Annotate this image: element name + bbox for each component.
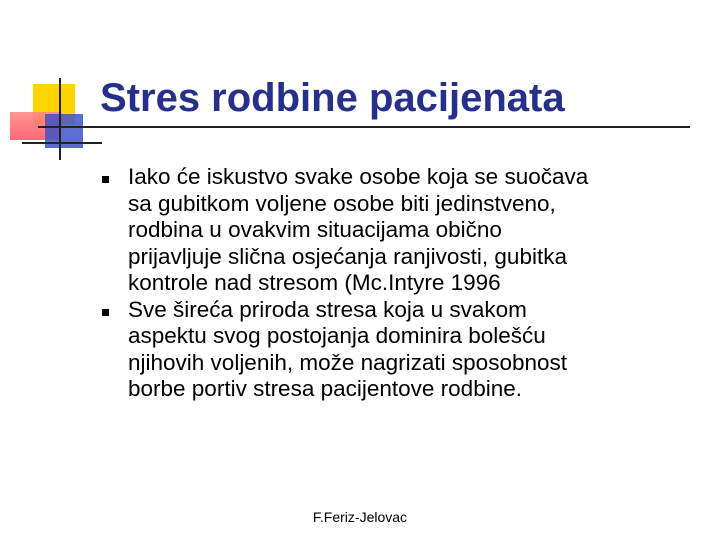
square-bullet-icon: [102, 309, 109, 316]
footer-author: F.Feriz-Jelovac: [312, 509, 408, 525]
bullet-line: Sve šireća priroda stresa koja u svakom: [128, 296, 527, 322]
bullet-item-1: [100, 164, 700, 297]
bullet-line: sa gubitkom voljene osobe biti jedinstveno,: [128, 190, 556, 216]
title-underline: [38, 126, 690, 128]
bullet-line: Iako će iskustvo svake osobe koja se suočava: [128, 164, 589, 189]
bullet-item-2: [100, 297, 700, 403]
decorative-horizontal-line: [22, 142, 102, 144]
bullet-list: [100, 164, 700, 403]
bullet-line: njihovih voljenih, može nagrizati sposobnost: [128, 349, 568, 375]
bullet-line: borbe portiv stresa pacijentove rodbine.: [128, 376, 522, 401]
decorative-vertical-line: [59, 78, 61, 160]
bullet-line: kontrole nad stresom (Mc.Intyre 1996: [128, 270, 501, 295]
slide-title: Stres rodbine pacijenata: [100, 76, 565, 120]
bullet-line: aspektu svog postojanja dominira bolešću: [128, 323, 546, 348]
bullet-line: prijavljuje slična osjećanja ranjivosti, gubitka: [128, 243, 567, 269]
square-bullet-icon: [102, 176, 109, 183]
bullet-line: rodbina u ovakvim situacijama obično: [128, 217, 502, 242]
